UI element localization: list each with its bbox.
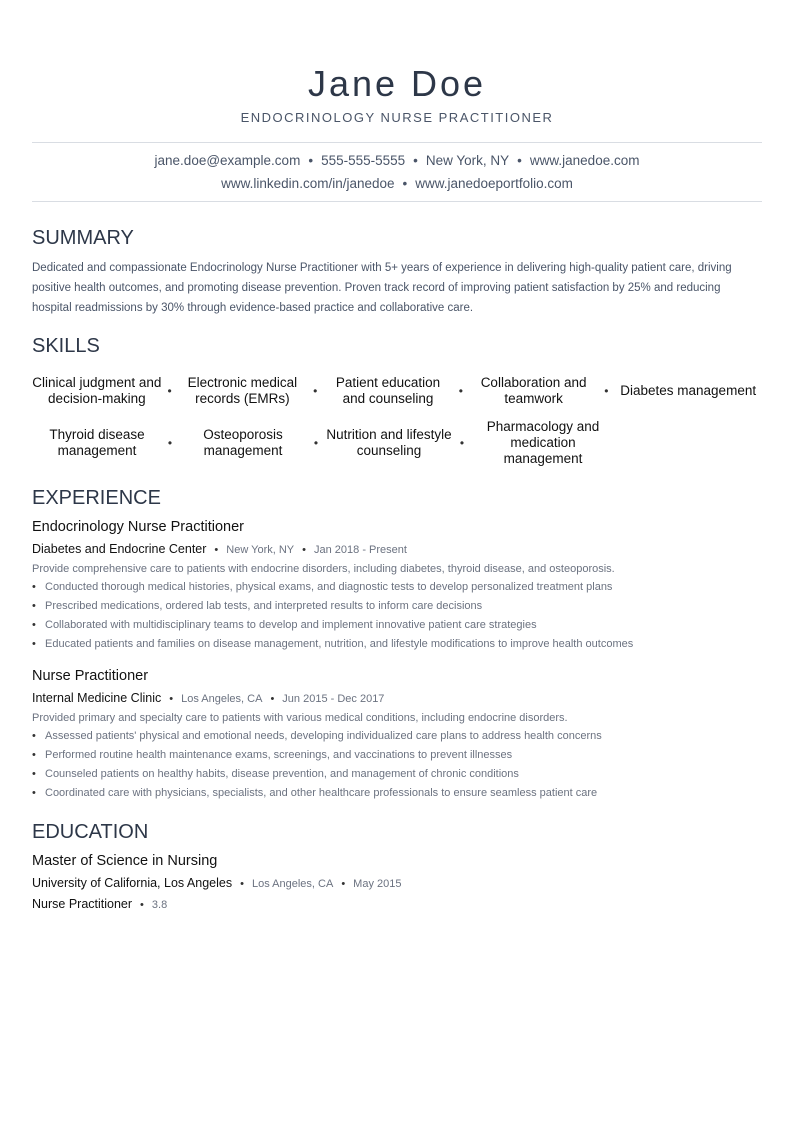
contact-separator: •	[413, 153, 418, 168]
job-dates: Jun 2015 - Dec 2017	[282, 693, 385, 705]
job-dates: Jan 2018 - Present	[314, 544, 407, 556]
school-location: Los Angeles, CA	[251, 878, 334, 890]
school-name: University of California, Los Angeles	[32, 876, 233, 890]
skill-bullet: •	[604, 384, 609, 398]
job-description: Provide comprehensive care to patients with endocrine disorders, including diabetes, thyroid disease, and osteoporosis.	[32, 563, 615, 575]
contact-email[interactable]: jane.doe@example.com	[154, 153, 301, 168]
skill-bullet: •	[313, 436, 319, 450]
meta-separator: •	[140, 899, 144, 911]
section-title-experience: EXPERIENCE	[32, 487, 161, 509]
resume-header	[32, 62, 762, 126]
meta-separator: •	[302, 544, 307, 556]
skill-bullet: •	[313, 384, 318, 398]
skills-grid	[32, 366, 762, 468]
skill-item: Osteoporosis management	[203, 427, 283, 458]
degree-title: Master of Science in Nursing	[32, 853, 218, 869]
job-title: Endocrinology Nurse Practitioner	[32, 519, 244, 535]
divider-top	[32, 142, 762, 143]
skill-item: Nutrition and lifestyle counseling	[326, 427, 452, 458]
meta-separator: •	[341, 878, 346, 890]
skill-bullet: •	[459, 436, 465, 450]
list-item: • Prescribed medications, ordered lab tests, and interpreted results to inform care decisions	[32, 597, 762, 616]
job-meta	[32, 688, 762, 709]
job-bullets	[32, 578, 762, 654]
skill-item: Thyroid disease management	[49, 427, 145, 458]
job-bullets	[32, 727, 762, 803]
skills-row	[32, 366, 762, 416]
contact-website[interactable]: www.janedoe.com	[529, 153, 640, 168]
education-meta	[32, 873, 762, 894]
contact-separator: •	[308, 153, 314, 168]
candidate-title: ENDOCRINOLOGY NURSE PRACTITIONER	[240, 110, 554, 125]
list-item: • Counseled patients on healthy habits, disease prevention, and management of chronic conditions	[32, 765, 762, 784]
contact-portfolio[interactable]: www.janedoeportfolio.com	[415, 176, 573, 191]
contact-line-2	[32, 172, 762, 195]
skill-item: Pharmacology and medication management	[486, 419, 600, 466]
skill-item: Patient education and counseling	[335, 375, 441, 406]
section-title-skills: SKILLS	[32, 335, 100, 357]
job-employer: Diabetes and Endocrine Center	[32, 542, 207, 556]
section-title-summary: SUMMARY	[32, 227, 134, 249]
job-title: Nurse Practitioner	[32, 668, 149, 684]
list-item: • Performed routine health maintenance exams, screenings, and vaccinations to prevent illnesses	[32, 746, 762, 765]
skill-item: Diabetes management	[620, 383, 757, 398]
list-item: • Collaborated with multidisciplinary teams to develop and implement innovative patient care strategies	[32, 616, 762, 635]
job-employer: Internal Medicine Clinic	[32, 691, 162, 705]
contact-separator: •	[402, 176, 408, 191]
skill-item: Clinical judgment and decision-making	[32, 375, 162, 406]
meta-separator: •	[169, 693, 174, 705]
list-item: • Conducted thorough medical histories, physical exams, and diagnostic tests to develop personalized treatment plans	[32, 578, 762, 597]
education-detail	[32, 894, 762, 915]
skill-item: Collaboration and teamwork	[480, 375, 587, 406]
contact-phone[interactable]: 555-555-5555	[321, 153, 406, 168]
list-item: • Assessed patients' physical and emotional needs, developing individualized care plans to address health concerns	[32, 727, 762, 746]
gpa-value: 3.8	[151, 899, 168, 911]
skill-bullet: •	[458, 384, 463, 398]
job-location: New York, NY	[226, 544, 295, 556]
job-location: Los Angeles, CA	[181, 693, 263, 705]
meta-separator: •	[214, 544, 219, 556]
summary-text: Dedicated and compassionate Endocrinology Nurse Practitioner with 5+ years of experience in delivering high-quality patient care, driving positive health outcomes, and promoting disease prevention. Proven track record of improving patient satisfaction by 25% and reducing hospital readmissions by 30% through evidence-based practice and collaborative care.	[32, 262, 732, 314]
job-description: Provided primary and specialty care to patients with various medical conditions, including endocrine disorders.	[32, 712, 568, 724]
skill-bullet: •	[167, 384, 172, 398]
list-item: • Educated patients and families on disease management, nutrition, and lifestyle modifications to improve health outcomes	[32, 635, 762, 654]
contact-location: New York, NY	[425, 153, 510, 168]
skill-bullet: •	[167, 436, 173, 450]
job-meta	[32, 539, 762, 560]
meta-separator: •	[270, 693, 275, 705]
candidate-name: Jane Doe	[307, 63, 487, 104]
experience-entry	[32, 517, 762, 654]
meta-separator: •	[240, 878, 244, 890]
section-title-education: EDUCATION	[32, 821, 149, 843]
list-item: • Coordinated care with physicians, specialists, and other healthcare professionals to ensure seamless patient care	[32, 784, 762, 803]
degree-specialty: Nurse Practitioner	[32, 897, 133, 911]
contact-linkedin[interactable]: www.linkedin.com/in/janedoe	[221, 176, 395, 191]
contact-line-1	[32, 149, 762, 172]
skills-row	[32, 418, 762, 468]
skill-item: Electronic medical records (EMRs)	[187, 375, 298, 406]
graduation-date: May 2015	[353, 878, 402, 890]
divider-bottom	[32, 201, 762, 202]
contact-separator: •	[517, 153, 522, 168]
experience-entry	[32, 666, 762, 803]
education-entry	[32, 851, 762, 915]
